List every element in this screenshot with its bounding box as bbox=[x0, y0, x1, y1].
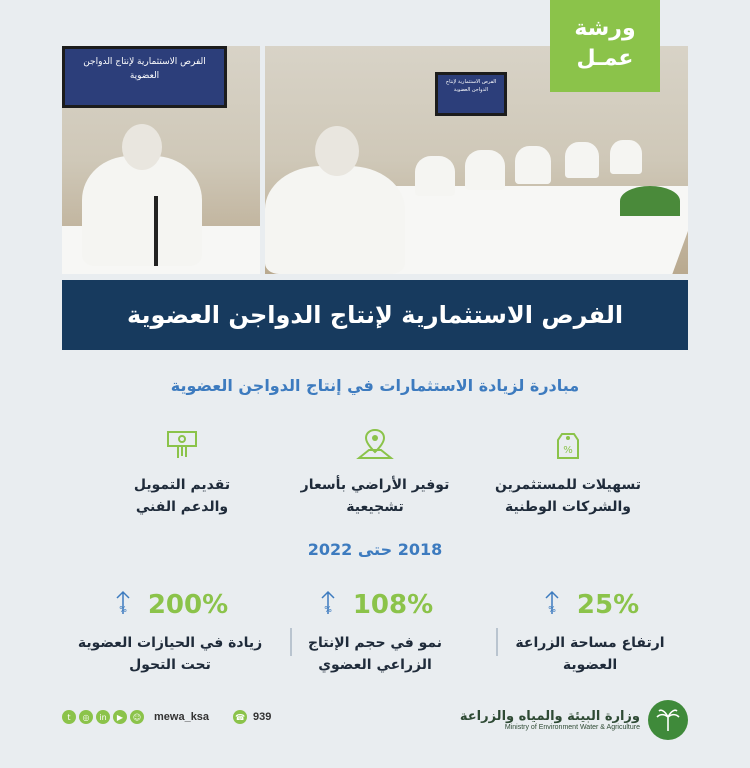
workshop-badge: ورشة عمـل bbox=[550, 0, 660, 92]
stat-divider bbox=[290, 628, 292, 656]
title-banner bbox=[62, 280, 688, 350]
feature-financing-support: تقديم التمويل والدعم الفني bbox=[92, 424, 272, 518]
ministry-name-ar: وزارة البيئة والمياه والزراعة bbox=[459, 709, 640, 724]
ministry-name-en: Ministry of Environment Water & Agriculture bbox=[504, 724, 640, 731]
speaker-head bbox=[122, 124, 162, 170]
attendee bbox=[565, 142, 599, 178]
speaker-person bbox=[82, 156, 202, 266]
growth-chart-icon bbox=[317, 590, 339, 620]
stat-value: 108% bbox=[352, 590, 434, 620]
svg-text:%: % bbox=[324, 605, 332, 614]
phone-contact[interactable]: ☎ 939 bbox=[233, 710, 271, 724]
snapchat-icon[interactable]: ☺ bbox=[130, 710, 144, 724]
linkedin-icon[interactable]: in bbox=[96, 710, 110, 724]
tag-percent-icon bbox=[548, 424, 588, 464]
palm-emblem-icon bbox=[648, 700, 688, 740]
phone-icon: ☎ bbox=[233, 710, 247, 724]
plant-decor bbox=[620, 186, 680, 216]
stat-value: 25% bbox=[576, 590, 640, 620]
workshop-photo-left bbox=[62, 46, 260, 274]
svg-text:%: % bbox=[563, 445, 573, 456]
social-icons bbox=[62, 710, 144, 724]
period-label: 2018 حتى 2022 bbox=[307, 540, 443, 559]
stat-holdings-increase: 200% % زيادة في الحيازات العضوية تحت التحول bbox=[77, 590, 263, 673]
stat-production-growth: 108% % نمو في حجم الإنتاج الزراعي العضوي bbox=[307, 590, 443, 673]
attendee bbox=[515, 146, 551, 184]
initiative-subtitle: مبادرة لزيادة الاستثمارات في إنتاج الدواجن العضوية bbox=[170, 376, 580, 395]
ministry-logo bbox=[460, 700, 688, 740]
stat-organic-area: 25% % ارتفاع مساحة الزراعة العضوية bbox=[515, 590, 665, 673]
attendee-foreground bbox=[265, 166, 405, 274]
presentation-screen: الفرص الاستثمارية لإنتاج الدواجن العضوية bbox=[62, 46, 227, 108]
youtube-icon[interactable]: ▶ bbox=[113, 710, 127, 724]
svg-text:%: % bbox=[548, 605, 556, 614]
page-title: الفرص الاستثمارية لإنتاج الدواجن العضوية bbox=[126, 301, 624, 329]
feature-land-provision: توفير الأراضي بأسعار تشجيعية bbox=[285, 424, 465, 518]
money-hand-icon bbox=[162, 424, 202, 464]
feature-investor-facilities: % تسهيلات للمستثمرين والشركات الوطنية bbox=[478, 424, 658, 518]
growth-chart-icon bbox=[541, 590, 563, 620]
microphone bbox=[154, 196, 158, 266]
instagram-icon[interactable]: ◎ bbox=[79, 710, 93, 724]
social-footer bbox=[62, 710, 271, 724]
land-location-icon bbox=[355, 424, 395, 464]
growth-chart-icon bbox=[112, 590, 134, 620]
attendee bbox=[465, 150, 505, 190]
attendee bbox=[610, 140, 642, 174]
social-handle[interactable]: mewa_ksa bbox=[154, 711, 210, 723]
presentation-screen-right: الفرص الاستثمارية لإنتاج الدواجن العضوية bbox=[435, 72, 507, 116]
stat-value: 200% bbox=[147, 590, 229, 620]
attendee bbox=[415, 156, 455, 196]
twitter-icon[interactable]: t bbox=[62, 710, 76, 724]
attendee-head bbox=[315, 126, 359, 176]
svg-text:%: % bbox=[119, 605, 127, 614]
stat-divider bbox=[496, 628, 498, 656]
